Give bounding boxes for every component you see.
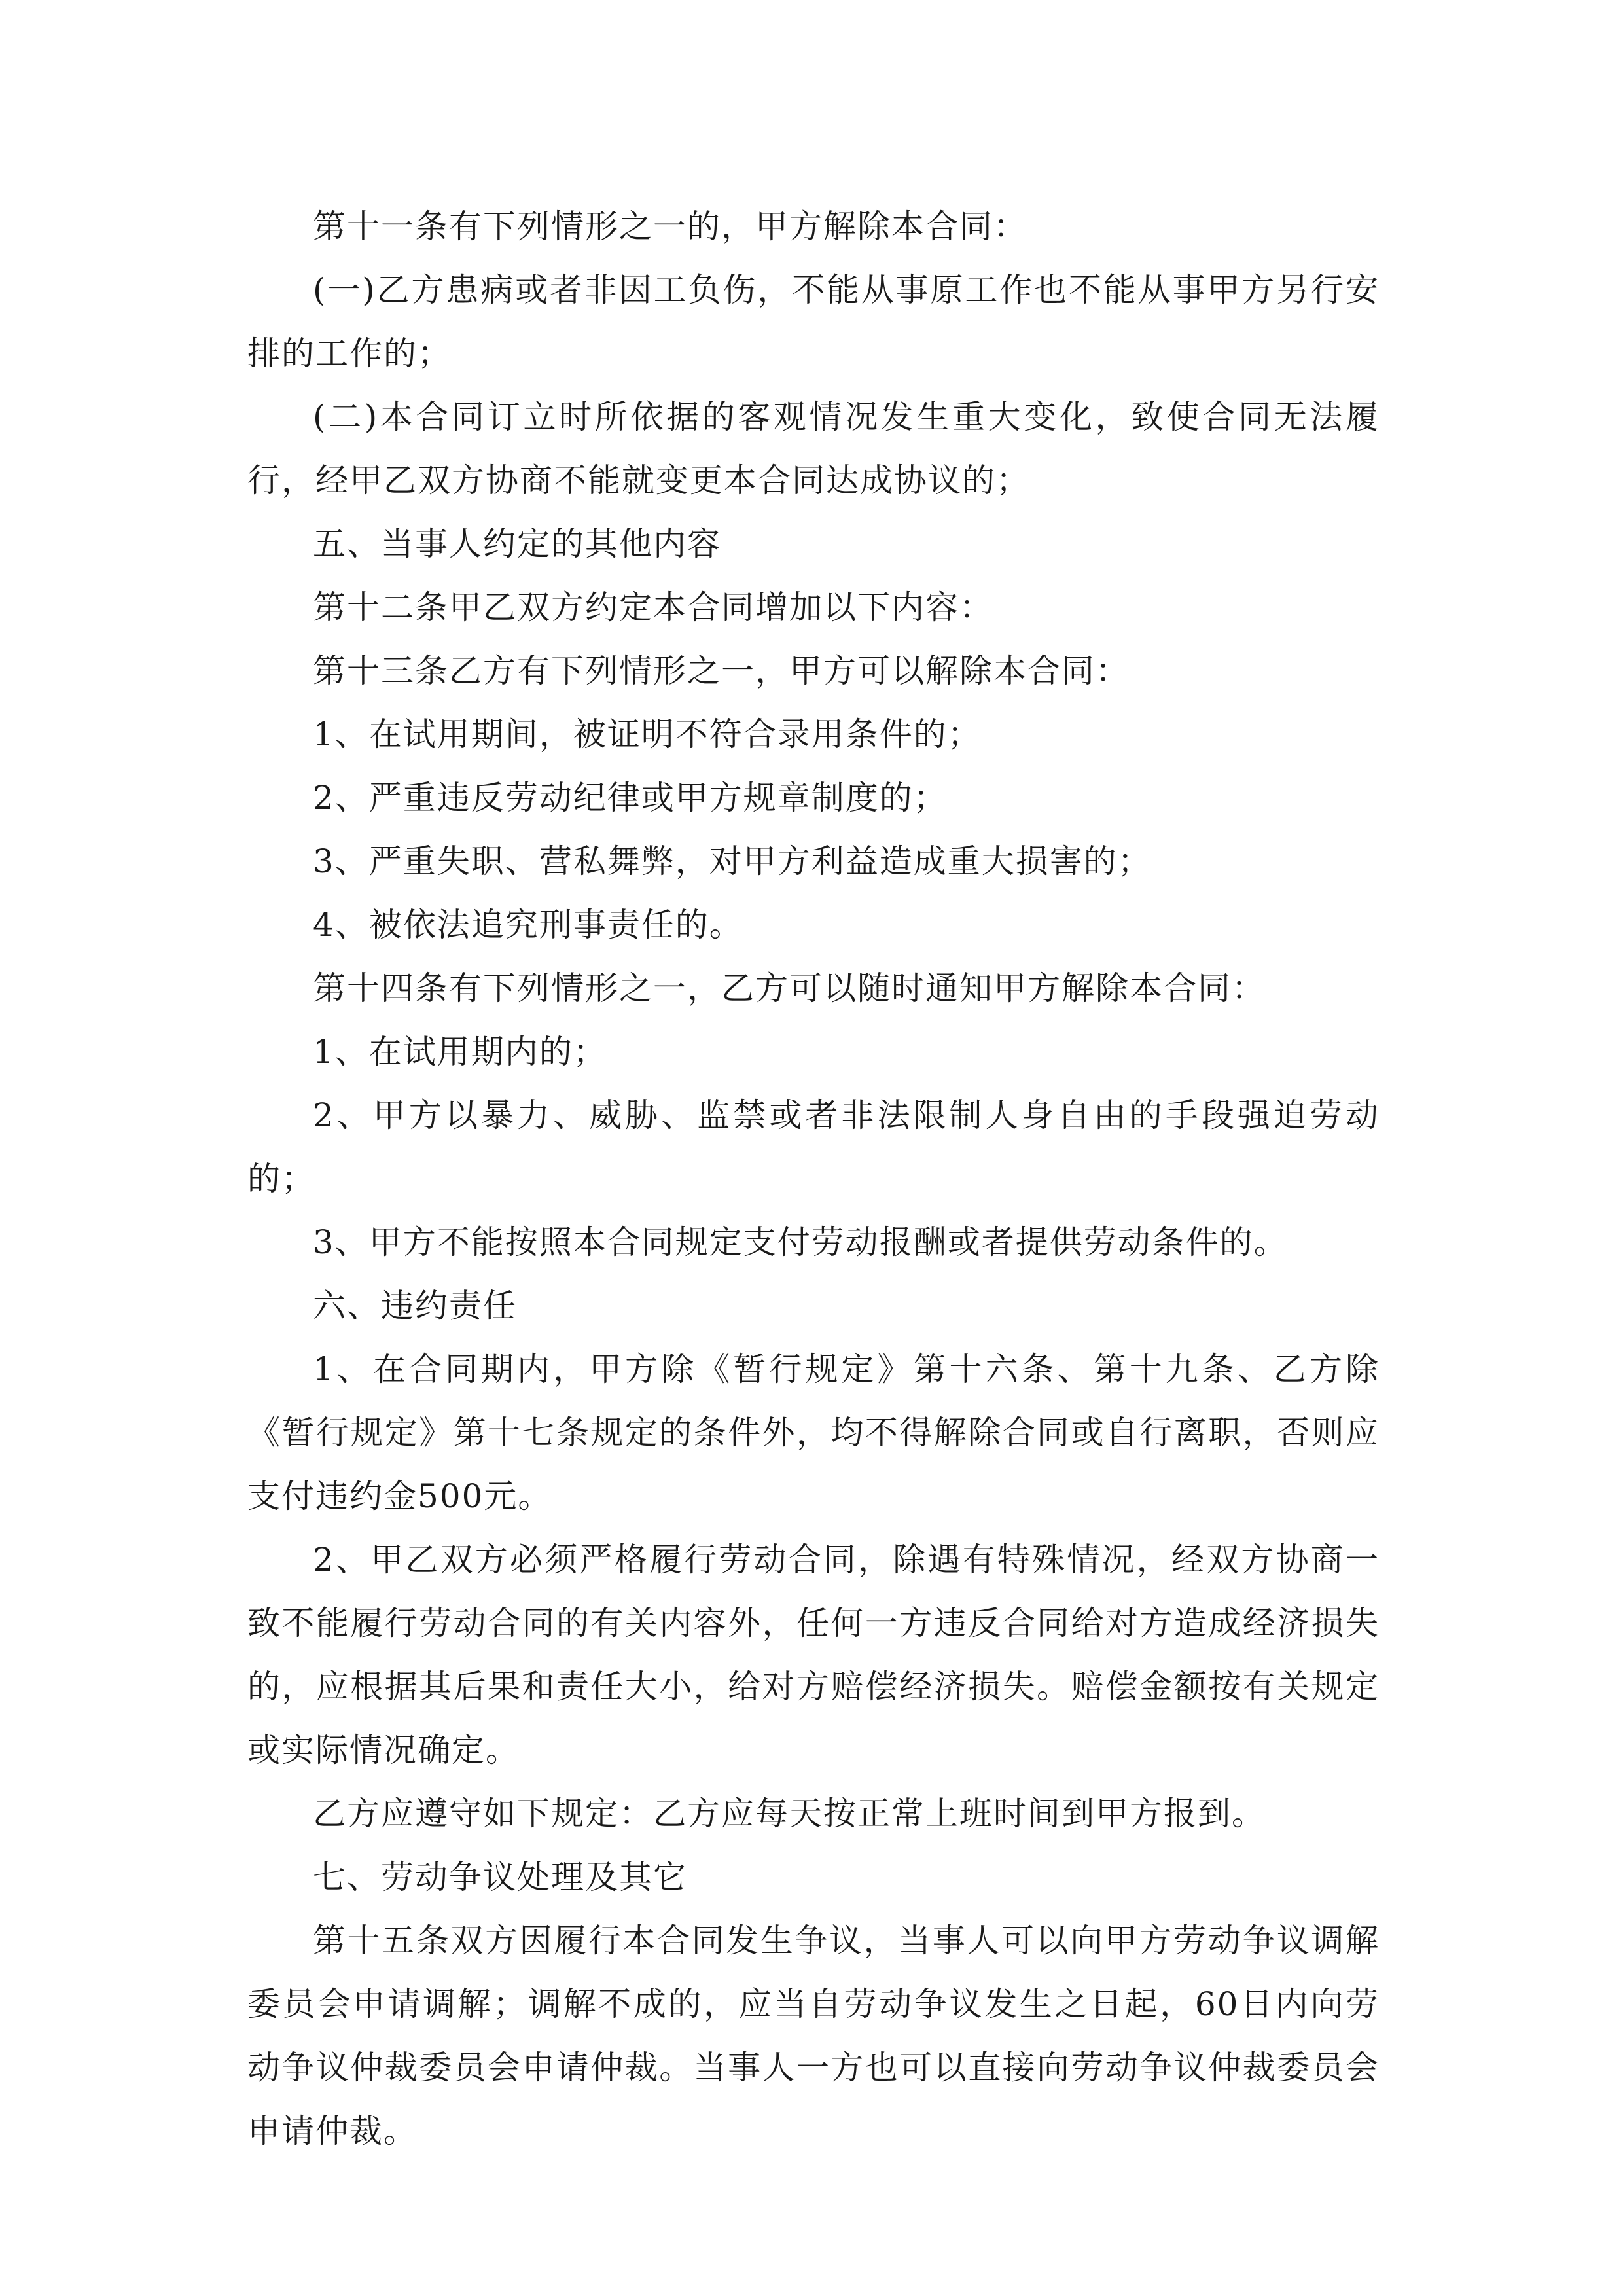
clause-14-item-2: 2、甲方以暴力、威胁、监禁或者非法限制人身自由的手段强迫劳动的； <box>247 1096 1380 1198</box>
section-7-heading: 七、劳动争议处理及其它 <box>313 1858 687 1896</box>
document-page <box>247 195 1380 2150</box>
liability-item-1: 1、在合同期内，甲方除《暂行规定》第十六条、第十九条、乙方除《暂行规定》第十七条规定的条件外，均不得解除合同或自行离职，否则应支付违约金500元。 <box>247 1350 1380 1515</box>
clause-11-heading: 第十一条有下列情形之一的，甲方解除本合同： <box>313 207 1027 245</box>
attendance-rule: 乙方应遵守如下规定：乙方应每天按正常上班时间到甲方报到。 <box>313 1795 1266 1833</box>
clause-13-item-1: 1、在试用期间，被证明不符合录用条件的； <box>313 715 982 753</box>
section-5-heading: 五、当事人约定的其他内容 <box>313 525 721 563</box>
clause-15-text: 第十五条双方因履行本合同发生争议，当事人可以向甲方劳动争议调解委员会申请调解；调解不成的，应当自劳动争议发生之日起，60日内向劳动争议仲裁委员会申请仲裁。当事人一方也可以直接向劳动争议仲裁委员会申请仲裁。 <box>247 1922 1380 2150</box>
clause-13-item-3: 3、严重失职、营私舞弊，对甲方利益造成重大损害的； <box>313 842 1152 880</box>
clause-14-heading: 第十四条有下列情形之一，乙方可以随时通知甲方解除本合同： <box>313 969 1266 1007</box>
clause-13-item-2: 2、严重违反劳动纪律或甲方规章制度的； <box>313 779 948 817</box>
clause-13-item-4: 4、被依法追究刑事责任的。 <box>313 906 743 944</box>
liability-item-2: 2、甲乙双方必须严格履行劳动合同，除遇有特殊情况，经双方协商一致不能履行劳动合同的有关内容外，任何一方违反合同给对方造成经济损失的，应根据其后果和责任大小，给对方赔偿经济损失。赔偿金额按有关规定或实际情况确定。 <box>247 1541 1380 1769</box>
clause-12-heading: 第十二条甲乙双方约定本合同增加以下内容： <box>313 588 993 626</box>
clause-11-item-1: (一)乙方患病或者非因工负伤，不能从事原工作也不能从事甲方另行安排的工作的； <box>247 271 1380 372</box>
clause-13-heading: 第十三条乙方有下列情形之一，甲方可以解除本合同： <box>313 652 1130 690</box>
clause-14-item-3: 3、甲方不能按照本合同规定支付劳动报酬或者提供劳动条件的。 <box>313 1223 1288 1261</box>
clause-14-item-1: 1、在试用期内的； <box>313 1033 607 1071</box>
clause-11-item-2: (二)本合同订立时所依据的客观情况发生重大变化，致使合同无法履行，经甲乙双方协商不能就变更本合同达成协议的； <box>247 398 1380 499</box>
section-6-heading: 六、违约责任 <box>313 1287 517 1325</box>
